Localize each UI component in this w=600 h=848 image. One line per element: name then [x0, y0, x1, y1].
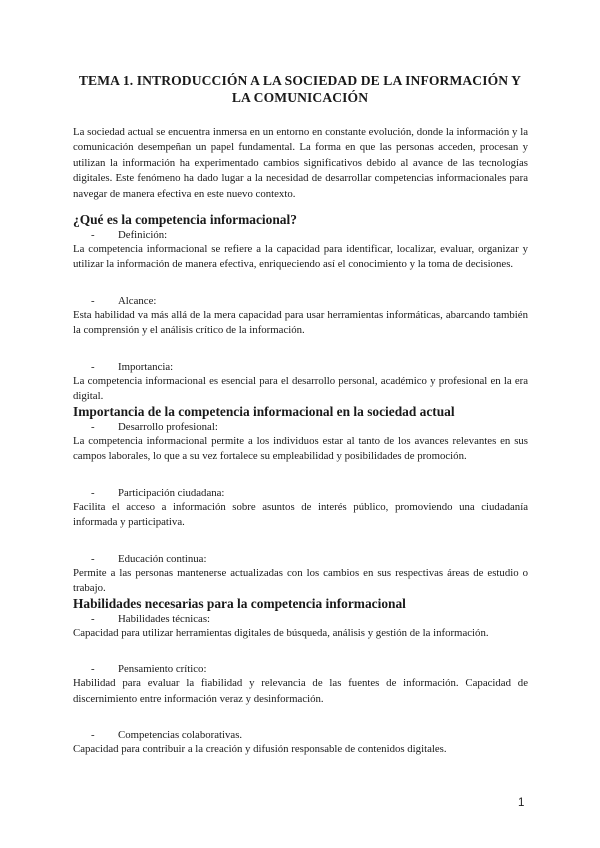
bullet-item	[73, 420, 528, 434]
bullet-item	[73, 728, 528, 742]
bullet-item	[73, 486, 528, 500]
bullet-text: Esta habilidad va más allá de la mera capacidad para usar herramientas informáticas, abarcando también la comprensión y el análisis crítico de la información.	[73, 308, 528, 337]
bullet-dash: -	[91, 729, 95, 742]
bullet-dash: -	[91, 613, 95, 625]
bullet-item	[73, 612, 528, 626]
bullet-text: Capacidad para utilizar herramientas digitales de búsqueda, análisis y gestión de la información.	[73, 627, 489, 639]
page-number: 1	[518, 797, 525, 809]
bullet-text: La competencia informacional permite a los individuos estar al tanto de los avances relevantes en sus campos laborales, lo que a su vez fortalece su empleabilidad y posibilidades de promoción.	[73, 435, 528, 463]
bullet-dash: -	[91, 229, 95, 241]
bullet-dash: -	[91, 360, 95, 373]
bullet-item	[73, 228, 528, 242]
bullet-text: Capacidad para contribuir a la creación y difusión responsable de contenidos digitales.	[73, 743, 447, 756]
section-heading: Habilidades necesarias para la competencia informacional	[73, 596, 406, 611]
bullet-label: Pensamiento crítico:	[118, 663, 207, 676]
bullet-label: Desarrollo profesional:	[118, 421, 218, 433]
section-heading: ¿Qué es la competencia informacional?	[73, 212, 297, 227]
bullet-item	[73, 294, 528, 308]
document-title: TEMA 1. INTRODUCCIÓN A LA SOCIEDAD DE LA INFORMACIÓN Y LA COMUNICACIÓN	[78, 73, 522, 105]
section-heading: Importancia de la competencia informacional en la sociedad actual	[73, 404, 455, 419]
bullet-label: Participación ciudadana:	[118, 486, 225, 499]
bullet-dash: -	[91, 663, 95, 676]
bullet-label: Alcance:	[118, 294, 157, 307]
bullet-text: La competencia informacional es esencial para el desarrollo personal, académico y profesional en la era digital.	[73, 374, 528, 403]
bullet-dash: -	[91, 486, 95, 499]
bullet-dash: -	[91, 421, 95, 433]
bullet-dash: -	[91, 294, 95, 307]
bullet-item	[73, 662, 528, 676]
bullet-label: Definición:	[118, 229, 168, 241]
bullet-item	[73, 360, 528, 374]
bullet-item	[73, 552, 528, 566]
section-what-is	[73, 211, 528, 404]
intro-paragraph: La sociedad actual se encuentra inmersa en un entorno en constante evolución, donde la información y la comunicación desempeñan un papel fundamental. La forma en que las personas acceden, procesan y utilizan la información ha experimentado cambios significativos debido al avance de las tecnologías digitales. Este fenómeno ha dado lugar a la necesidad de desarrollar competencias informacionales para navegar de manera efectiva en este nuevo contexto.	[73, 126, 528, 200]
section-importance	[73, 403, 528, 596]
bullet-dash: -	[91, 552, 95, 565]
bullet-text: Permite a las personas mantenerse actualizadas con los cambios en sus respectivas áreas de estudio o trabajo.	[73, 566, 528, 595]
bullet-label: Competencias colaborativas.	[118, 729, 243, 742]
bullet-text: La competencia informacional se refiere a la capacidad para identificar, localizar, evaluar, organizar y utilizar la información de manera efectiva, enriqueciendo así el conocimiento y la toma de decisiones.	[73, 243, 528, 271]
bullet-label: Importancia:	[118, 360, 174, 373]
bullet-label: Educación continua:	[118, 552, 207, 565]
bullet-label: Habilidades técnicas:	[118, 613, 211, 625]
section-skills	[73, 595, 528, 758]
bullet-text: Habilidad para evaluar la fiabilidad y relevancia de las fuentes de información. Capacidad de discernimiento entre información veraz y desinformación.	[73, 677, 528, 705]
bullet-text: Facilita el acceso a información sobre asuntos de interés público, promoviendo una ciudadanía informada y participativa.	[73, 500, 528, 529]
